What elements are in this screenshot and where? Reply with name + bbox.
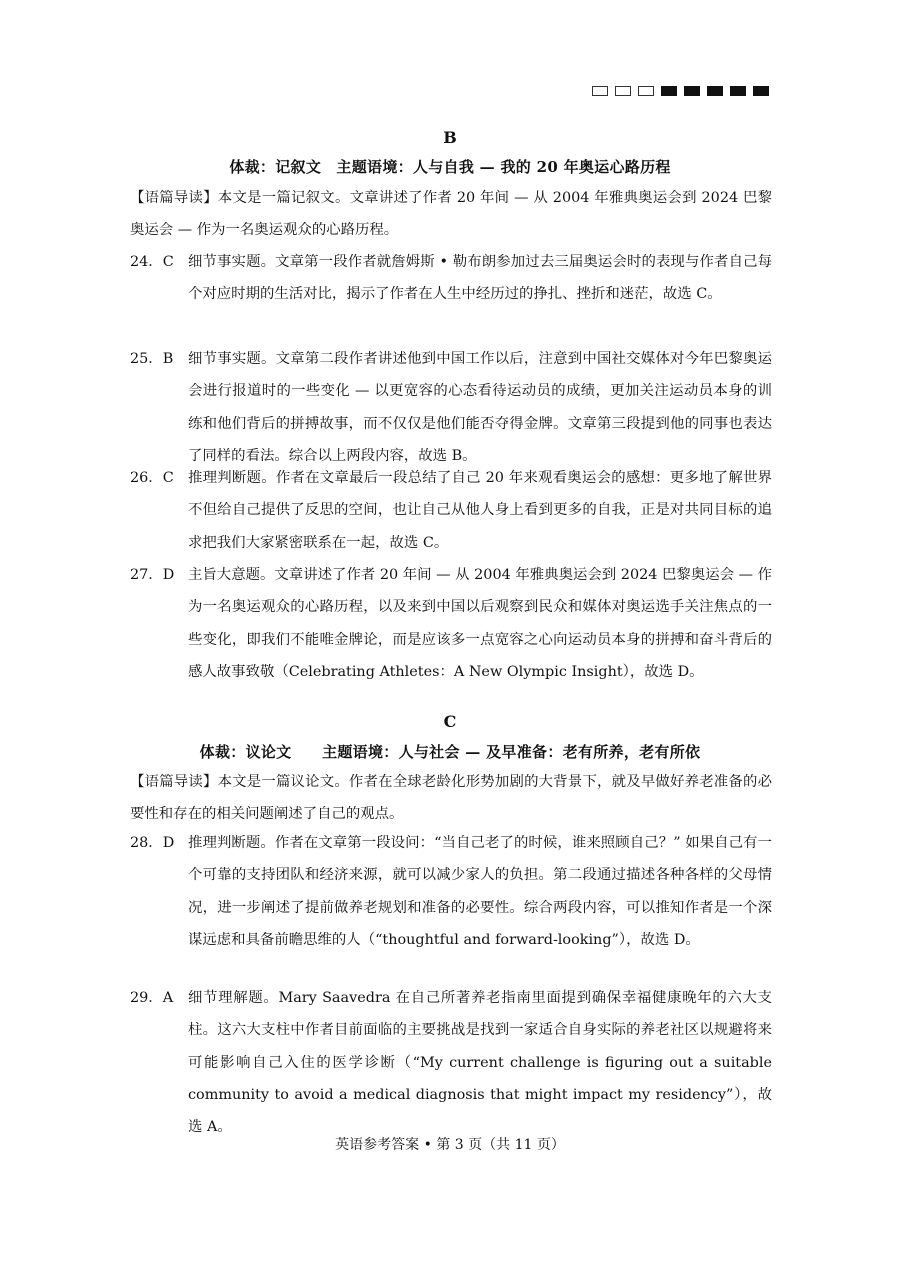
answer-item — [130, 343, 772, 472]
answer-number: 27．D — [130, 567, 175, 583]
answer-number: 28．D — [130, 835, 175, 851]
section-c-subhead: 体裁：议论文 主题语境：人与社会 — 及早准备：老有所养，老有所依 — [199, 743, 701, 761]
answer-number: 29．A — [130, 990, 174, 1006]
answer-number: 24．C — [130, 254, 174, 270]
empty-box — [592, 86, 608, 96]
empty-box — [615, 86, 631, 96]
section-b-subhead: 体裁：记叙文 主题语境：人与自我 — 我的 20 年奥运心路历程 — [229, 158, 671, 176]
answer-number: 25．B — [130, 351, 174, 367]
header-marker-boxes — [592, 86, 769, 96]
filled-box — [684, 86, 700, 96]
answer-explanation: 细节理解题。Mary Saavedra 在自己所著养老指南里面提到确保幸福健康晚年的六大支柱。这六大支柱中作者目前面临的主要挑战是找到一家适合自身实际的养老社区以规避将来可能影响自己入住的医学诊断（“My current challenge is figuring out a suitable community to avoid a medical diagnosis that might impact my residency”），故选 A。 — [188, 990, 772, 1136]
answer-explanation: 细节事实题。文章第一段作者就詹姆斯 • 勒布朗参加过去三届奥运会时的表现与作者自己每个对应时期的生活对比，揭示了作者在人生中经历过的挣扎、挫折和迷茫，故选 C。 — [188, 254, 772, 303]
answer-item — [130, 246, 772, 311]
page-footer: 英语参考答案 • 第 3 页（共 11 页） — [335, 1137, 565, 1153]
section-b-letter: B — [443, 128, 457, 147]
answer-number: 26．C — [130, 470, 174, 486]
answer-item — [130, 462, 772, 559]
answer-item — [130, 982, 772, 1143]
answer-explanation: 细节事实题。文章第二段作者讲述他到中国工作以后，注意到中国社交媒体对今年巴黎奥运会进行报道时的一些变化 — 以更宽容的心态看待运动员的成绩，更加关注运动员本身的训练和他们背后的拼搏故事，而不仅仅是他们能否夺得金牌。文章第三段提到他的同事也表达了同样的看法。综合以上两段内容，故选 B。 — [188, 351, 772, 464]
answer-item — [130, 559, 772, 688]
section-b-intro: 【语篇导读】本文是一篇记叙文。文章讲述了作者 20 年间 — 从 2004 年雅典奥运会到 2024 巴黎奥运会 — 作为一名奥运观众的心路历程。 — [130, 190, 772, 239]
answer-explanation: 主旨大意题。文章讲述了作者 20 年间 — 从 2004 年雅典奥运会到 2024 巴黎奥运会 — 作为一名奥运观众的心路历程，以及来到中国以后观察到民众和媒体对奥运选手关注焦点的一些变化，即我们不能唯金牌论，而是应该多一点宽容之心向运动员本身的拼搏和奋斗背后的感人故事致敬（Celebrating Athletes：A New Olympic Insight），故选 D。 — [188, 567, 772, 680]
filled-box — [661, 86, 677, 96]
section-c-letter: C — [443, 712, 457, 731]
answer-explanation: 推理判断题。作者在文章第一段设问：“当自己老了的时候，谁来照顾自己？” 如果自己有一个可靠的支持团队和经济来源，就可以减少家人的负担。第二段通过描述各种各样的父母情况，进一步阐述了提前做养老规划和准备的必要性。综合两段内容，可以推知作者是一个深谋远虑和具备前瞻思维的人（“thoughtful and forward-looking”），故选 D。 — [188, 835, 772, 948]
answer-explanation: 推理判断题。作者在文章最后一段总结了自己 20 年来观看奥运会的感想：更多地了解世界不但给自己提供了反思的空间，也让自己从他人身上看到更多的自我，正是对共同目标的追求把我们大家紧密联系在一起，故选 C。 — [188, 470, 772, 551]
filled-box — [753, 86, 769, 96]
filled-box — [707, 86, 723, 96]
empty-box — [638, 86, 654, 96]
section-c-intro: 【语篇导读】本文是一篇议论文。作者在全球老龄化形势加剧的大背景下，就及早做好养老准备的必要性和存在的相关问题阐述了自己的观点。 — [130, 774, 772, 823]
filled-box — [730, 86, 746, 96]
answer-item — [130, 827, 772, 956]
